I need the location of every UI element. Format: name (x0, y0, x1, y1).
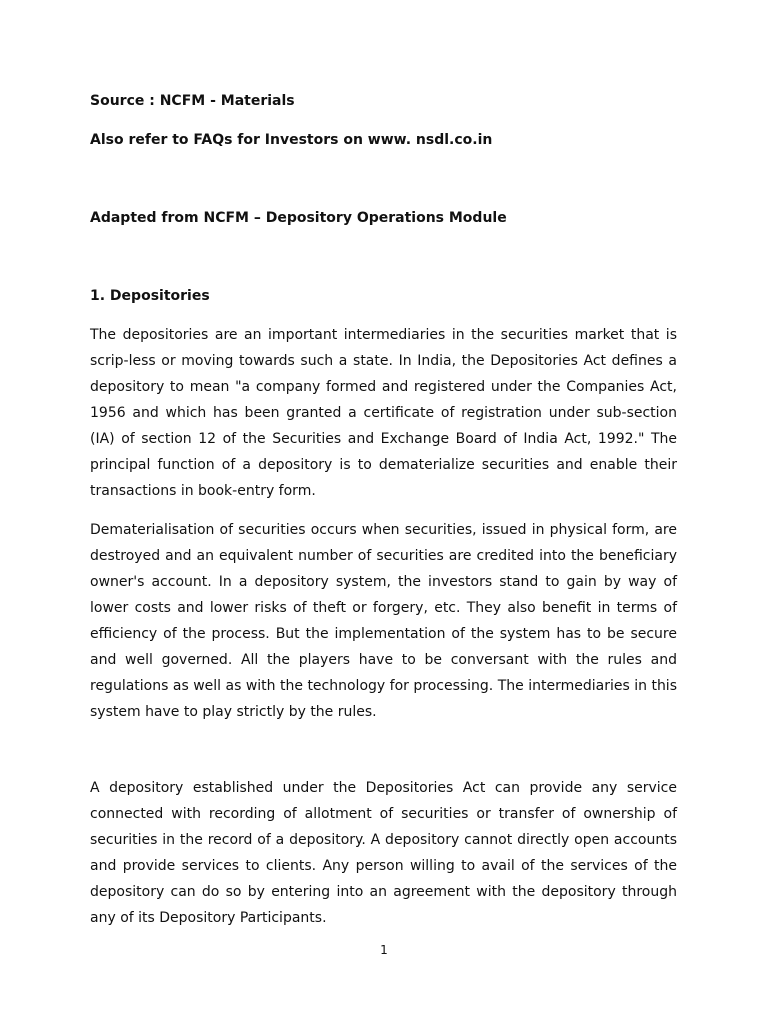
paragraph-depositories-definition: The depositories are an important intermediaries in the securities market that is scrip-less or moving towards such a state. In India, the Depositories Act defines a depository to mean "a company formed and registered under the Companies Act, 1956 and which has been granted a certificate of registration under sub-section (IA) of section 12 of the Securities and Exchange Board of India Act, 1992." The principal function of a depository is to dematerialize securities and enable their transactions in book-entry form. (90, 327, 677, 499)
paragraph-depository-services: A depository established under the Depositories Act can provide any service connected with recording of allotment of securities or transfer of ownership of securities in the record of a depository. A depository cannot directly open accounts and provide services to clients. Any person willing to avail of the services of the depository can do so by entering into an agreement with the depository through any of its Depository Participants. (90, 780, 677, 926)
section-heading: 1. Depositories (90, 288, 210, 304)
source-line: Source : NCFM - Materials (90, 93, 295, 109)
refer-line: Also refer to FAQs for Investors on www. nsdl.co.in (90, 132, 493, 148)
adapted-line: Adapted from NCFM – Depository Operations Module (90, 210, 507, 226)
page-number: 1 (380, 943, 388, 957)
paragraph-dematerialisation: Dematerialisation of securities occurs when securities, issued in physical form, are destroyed and an equivalent number of securities are credited into the beneficiary owner's account. In a depository system, the investors stand to gain by way of lower costs and lower risks of theft or forgery, etc. They also benefit in terms of efficiency of the process. But the implementation of the system has to be secure and well governed. All the players have to be conversant with the rules and regulations as well as with the technology for processing. The intermediaries in this system have to play strictly by the rules. (90, 522, 677, 720)
